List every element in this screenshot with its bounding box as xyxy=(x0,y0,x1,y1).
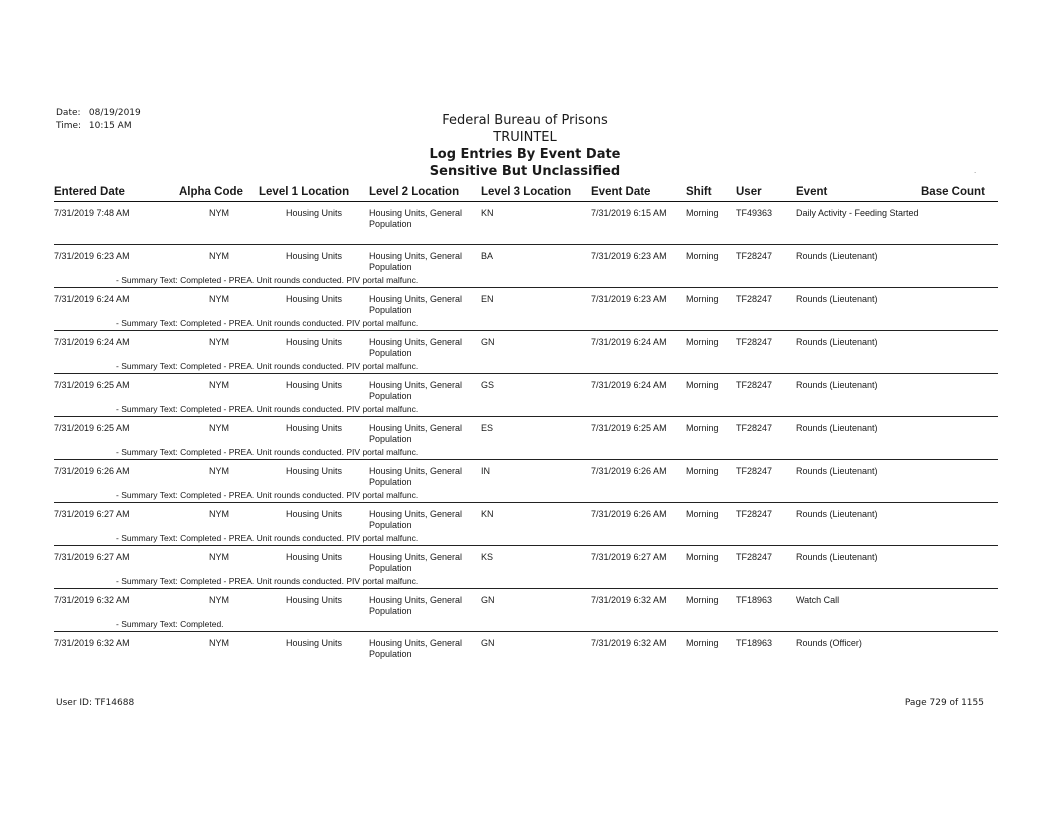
cell-level3: GN xyxy=(481,589,591,618)
user-id-label: User ID: xyxy=(56,698,92,708)
cell-base-count xyxy=(921,632,998,661)
cell-base-count xyxy=(921,374,998,403)
summary-text: - Summary Text: Completed. xyxy=(116,619,224,629)
report-time xyxy=(56,121,132,131)
cell-alpha-code: NYM xyxy=(179,546,259,575)
date-value: 08/19/2019 xyxy=(88,108,141,118)
cell-alpha-code: NYM xyxy=(179,288,259,317)
cell-event: Rounds (Lieutenant) xyxy=(796,460,921,489)
cell-alpha-code: NYM xyxy=(179,632,259,661)
summary-text: - Summary Text: Completed - PREA. Unit rounds conducted. PIV portal malfunc. xyxy=(116,490,419,500)
col-alpha-code: Alpha Code xyxy=(179,186,259,202)
title-system: TRUINTEL xyxy=(493,130,557,145)
cell-event: Rounds (Lieutenant) xyxy=(796,245,921,274)
summary-row xyxy=(54,574,998,589)
cell-user: TF18963 xyxy=(736,632,796,661)
col-event: Event xyxy=(796,186,921,202)
cell-level1: Housing Units xyxy=(259,546,369,575)
table-row xyxy=(54,417,998,446)
cell-event-date: 7/31/2019 6:27 AM xyxy=(591,546,686,575)
cell-level2: Housing Units, General Population xyxy=(369,632,481,661)
cell-level1: Housing Units xyxy=(259,460,369,489)
cell-entered-date: 7/31/2019 6:24 AM xyxy=(54,331,179,360)
summary-text: - Summary Text: Completed - PREA. Unit rounds conducted. PIV portal malfunc. xyxy=(116,404,419,414)
cell-event-date: 7/31/2019 6:23 AM xyxy=(591,245,686,274)
col-level1: Level 1 Location xyxy=(259,186,369,202)
cell-base-count xyxy=(921,503,998,532)
cell-user: TF28247 xyxy=(736,503,796,532)
cell-level1: Housing Units xyxy=(259,589,369,618)
summary-row xyxy=(54,660,998,674)
table-row xyxy=(54,589,998,618)
table-row xyxy=(54,331,998,360)
title-classification: Sensitive But Unclassified xyxy=(429,164,621,179)
cell-event-date: 7/31/2019 6:25 AM xyxy=(591,417,686,446)
cell-user: TF28247 xyxy=(736,546,796,575)
cell-level2: Housing Units, General Population xyxy=(369,331,481,360)
cell-base-count xyxy=(921,288,998,317)
cell-alpha-code: NYM xyxy=(179,503,259,532)
cell-entered-date: 7/31/2019 6:32 AM xyxy=(54,632,179,661)
cell-level1: Housing Units xyxy=(259,417,369,446)
cell-user: TF28247 xyxy=(736,374,796,403)
cell-level3: EN xyxy=(481,288,591,317)
summary-text: - Summary Text: Completed - PREA. Unit rounds conducted. PIV portal malfunc. xyxy=(116,447,419,457)
user-id-value: TF14688 xyxy=(94,698,135,708)
cell-base-count xyxy=(921,202,998,231)
cell-event-date: 7/31/2019 6:32 AM xyxy=(591,589,686,618)
cell-event-date: 7/31/2019 6:24 AM xyxy=(591,374,686,403)
cell-event: Rounds (Lieutenant) xyxy=(796,503,921,532)
cell-shift: Morning xyxy=(686,632,736,661)
cell-shift: Morning xyxy=(686,208,719,218)
cell-shift: Morning xyxy=(686,374,736,403)
cell-shift: Morning xyxy=(686,245,736,274)
summary-row xyxy=(54,531,998,546)
summary-text: - Summary Text: Completed - PREA. Unit rounds conducted. PIV portal malfunc. xyxy=(116,361,419,371)
cell-event: Rounds (Lieutenant) xyxy=(796,546,921,575)
cell-user: TF28247 xyxy=(736,331,796,360)
cell-base-count xyxy=(921,417,998,446)
cell-level2: Housing Units, General Population xyxy=(369,374,481,403)
summary-row xyxy=(54,617,998,632)
cell-user: TF28247 xyxy=(736,288,796,317)
cell-alpha-code: NYM xyxy=(179,589,259,618)
cell-shift: Morning xyxy=(686,331,736,360)
cell-event: Rounds (Officer) xyxy=(796,632,921,661)
cell-shift: Morning xyxy=(686,417,736,446)
title-report: Log Entries By Event Date xyxy=(429,147,621,162)
cell-shift: Morning xyxy=(686,460,736,489)
cell-event: Rounds (Lieutenant) xyxy=(796,417,921,446)
cell-level2: Housing Units, General Population xyxy=(369,503,481,532)
summary-text xyxy=(54,230,998,245)
col-event-date: Event Date xyxy=(591,186,686,202)
table-row xyxy=(54,503,998,532)
cell-level1: Housing Units xyxy=(285,208,343,218)
cell-level2: Housing Units, General Population xyxy=(369,460,481,489)
cell-user: TF28247 xyxy=(736,460,796,489)
scan-mark: . xyxy=(974,166,977,175)
cell-entered-date: 7/31/2019 6:32 AM xyxy=(54,589,179,618)
table-row xyxy=(54,245,998,274)
cell-shift: Morning xyxy=(686,288,736,317)
cell-base-count xyxy=(921,460,998,489)
cell-event-date: 7/31/2019 6:24 AM xyxy=(591,331,686,360)
col-entered-date: Entered Date xyxy=(54,186,179,202)
cell-event-date: 7/31/2019 6:26 AM xyxy=(591,503,686,532)
table-row xyxy=(54,632,998,661)
cell-level3: KN xyxy=(481,208,494,218)
cell-base-count xyxy=(921,245,998,274)
cell-level3: GN xyxy=(481,331,591,360)
title-agency: Federal Bureau of Prisons xyxy=(442,113,608,128)
cell-level1: Housing Units xyxy=(259,503,369,532)
cell-shift: Morning xyxy=(686,546,736,575)
time-label: Time: xyxy=(56,121,82,131)
summary-row xyxy=(54,402,998,417)
log-table xyxy=(54,186,998,674)
summary-row xyxy=(54,273,998,288)
cell-base-count xyxy=(921,589,998,618)
cell-event: Rounds (Lieutenant) xyxy=(796,331,921,360)
cell-entered-date: 7/31/2019 6:27 AM xyxy=(54,503,179,532)
summary-text: - Summary Text: Completed - PREA. Unit rounds conducted. PIV portal malfunc. xyxy=(116,576,419,586)
cell-event: Watch Call xyxy=(796,589,921,618)
report-date xyxy=(56,108,141,118)
cell-level1: Housing Units xyxy=(259,331,369,360)
cell-level1: Housing Units xyxy=(259,374,369,403)
date-label: Date: xyxy=(56,108,81,118)
cell-level2: Housing Units, General Population xyxy=(369,208,463,229)
cell-level3: BA xyxy=(481,245,591,274)
summary-text: - Summary Text: Completed - PREA. Unit rounds conducted. PIV portal malfunc. xyxy=(116,318,419,328)
table-row xyxy=(54,546,998,575)
cell-entered-date: 7/31/2019 6:25 AM xyxy=(54,374,179,403)
col-level2: Level 2 Location xyxy=(369,186,481,202)
cell-level1: Housing Units xyxy=(259,288,369,317)
summary-row xyxy=(54,316,998,331)
cell-user: TF49363 xyxy=(736,208,773,218)
col-level3: Level 3 Location xyxy=(481,186,591,202)
cell-user: TF28247 xyxy=(736,417,796,446)
cell-level3: KN xyxy=(481,503,591,532)
summary-row xyxy=(54,359,998,374)
footer-user-id xyxy=(56,698,134,708)
cell-entered-date: 7/31/2019 7:48 AM xyxy=(54,208,130,218)
cell-entered-date: 7/31/2019 6:27 AM xyxy=(54,546,179,575)
cell-level1: Housing Units xyxy=(259,245,369,274)
cell-level3: GS xyxy=(481,374,591,403)
summary-row xyxy=(54,230,998,245)
col-base-count: Base Count xyxy=(921,186,998,202)
cell-event: Daily Activity - Feeding Started xyxy=(796,208,919,218)
cell-level2: Housing Units, General Population xyxy=(369,417,481,446)
table-row xyxy=(54,202,998,231)
cell-event: Rounds (Lieutenant) xyxy=(796,374,921,403)
cell-event-date: 7/31/2019 6:32 AM xyxy=(591,632,686,661)
cell-level2: Housing Units, General Population xyxy=(369,546,481,575)
cell-entered-date: 7/31/2019 6:23 AM xyxy=(54,245,179,274)
cell-level3: ES xyxy=(481,417,591,446)
cell-entered-date: 7/31/2019 6:24 AM xyxy=(54,288,179,317)
table-row xyxy=(54,288,998,317)
page-number: Page 729 of 1155 xyxy=(904,698,984,708)
cell-shift: Morning xyxy=(686,589,736,618)
cell-alpha-code: NYM xyxy=(179,374,259,403)
cell-event-date: 7/31/2019 6:15 AM xyxy=(591,208,667,218)
cell-level2: Housing Units, General Population xyxy=(369,245,481,274)
cell-entered-date: 7/31/2019 6:25 AM xyxy=(54,417,179,446)
cell-alpha-code: NYM xyxy=(179,245,259,274)
time-value: 10:15 AM xyxy=(88,121,132,131)
cell-alpha-code: NYM xyxy=(179,460,259,489)
cell-event: Rounds (Lieutenant) xyxy=(796,288,921,317)
cell-entered-date: 7/31/2019 6:26 AM xyxy=(54,460,179,489)
cell-user: TF28247 xyxy=(736,245,796,274)
cell-level3: IN xyxy=(481,460,591,489)
cell-alpha-code: NYM xyxy=(179,331,259,360)
cell-base-count xyxy=(921,331,998,360)
cell-level2: Housing Units, General Population xyxy=(369,288,481,317)
report-title xyxy=(390,112,660,180)
cell-level3: KS xyxy=(481,546,591,575)
table-row xyxy=(54,460,998,489)
cell-level1: Housing Units xyxy=(259,632,369,661)
cell-event-date: 7/31/2019 6:23 AM xyxy=(591,288,686,317)
cell-shift: Morning xyxy=(686,503,736,532)
cell-event-date: 7/31/2019 6:26 AM xyxy=(591,460,686,489)
summary-text: - Summary Text: Completed - PREA. Unit rounds conducted. PIV portal malfunc. xyxy=(116,533,419,543)
summary-text xyxy=(54,660,998,674)
summary-row xyxy=(54,445,998,460)
cell-user: TF18963 xyxy=(736,589,796,618)
cell-level2: Housing Units, General Population xyxy=(369,589,481,618)
col-user: User xyxy=(736,186,796,202)
cell-level3: GN xyxy=(481,632,591,661)
col-shift: Shift xyxy=(686,186,736,202)
table-row xyxy=(54,374,998,403)
summary-row xyxy=(54,488,998,503)
cell-alpha-code: NYM xyxy=(179,417,259,446)
summary-text: - Summary Text: Completed - PREA. Unit rounds conducted. PIV portal malfunc. xyxy=(116,275,419,285)
cell-alpha-code: NYM xyxy=(209,208,229,218)
table-header xyxy=(54,186,998,202)
cell-base-count xyxy=(921,546,998,575)
